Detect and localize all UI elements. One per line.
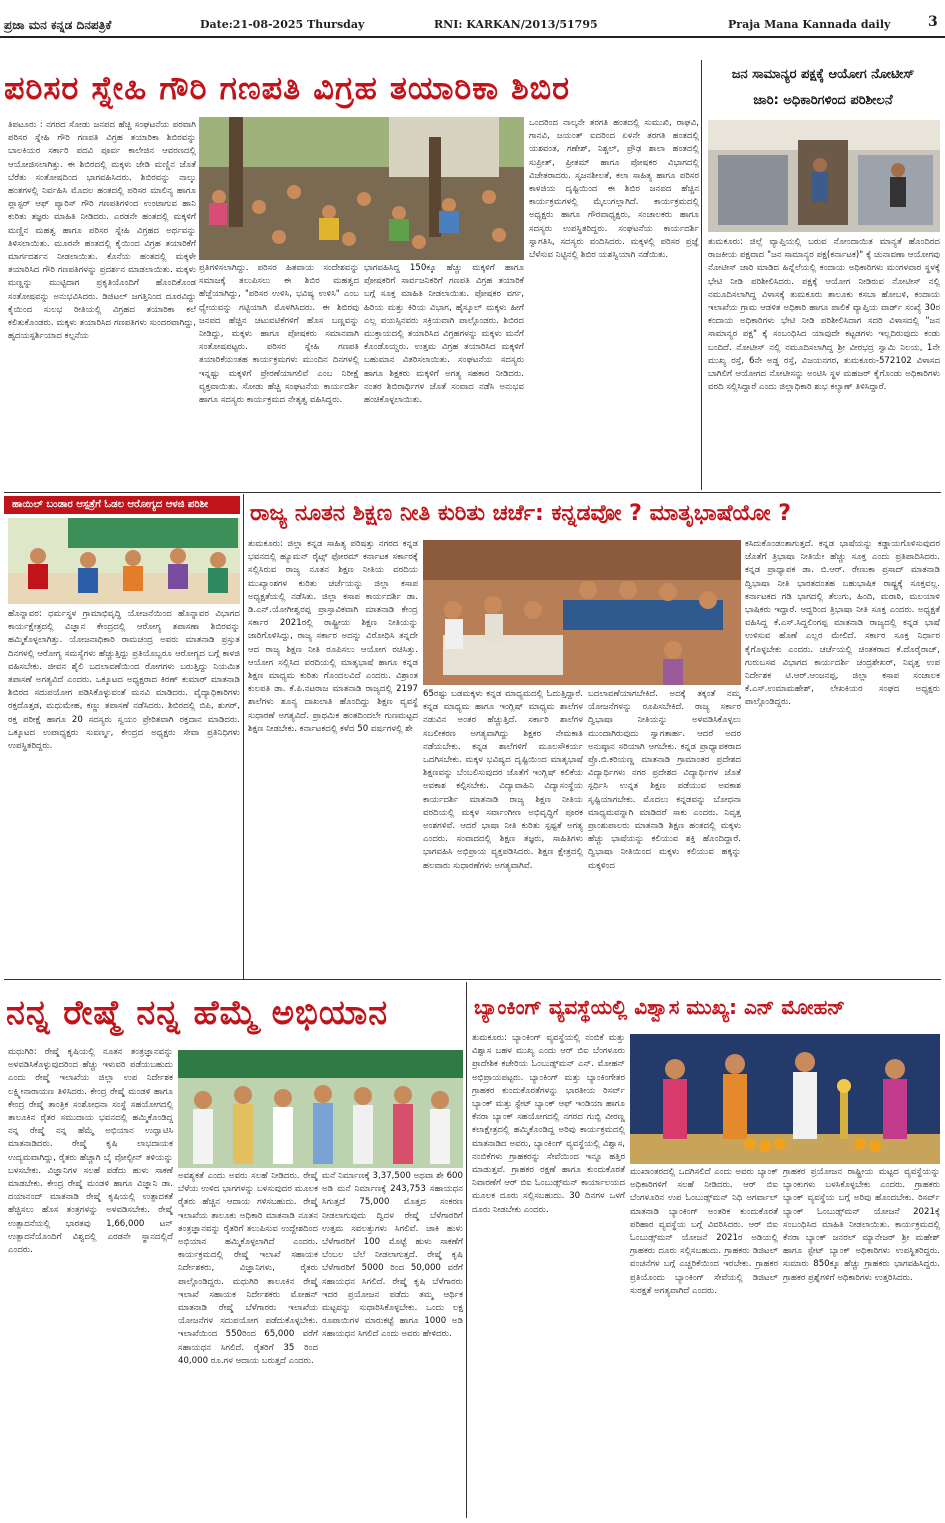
story1-column-1: ತಿಪಟೂರು : ನಗರದ ಸೋಡು ಜನಪದ ಹೆಚ್ಚಿ ಸಂಘಟನೆಯ ಪರವಾಗಿ ಪರಿಸರ ಸ್ನೇಹಿ ಗೌರಿ ಗಣಪತಿ ವಿಗ್ರಹ ತಯಾರಿಕಾ ಶಿಬಿರವನ್ನು ಬಾಲಕಿಯರ ಸರ್ಕಾರಿ ಪದವಿ ಪೂರ್ವ ಕಾಲೇಜಿನ ಆವರಣದಲ್ಲಿ ಆಯೋಜಿಸಲಾಗಿತ್ತು. ಈ ಶಿಬಿರದಲ್ಲಿ ಮಕ್ಕಳು ಜೇಡಿ ಮಣ್ಣಿನ ಜೊತೆ ಬೆರೆತು ಸಂತೋಷದಿಂದ ಭಾಗವಹಿಸಿದರು. ಶಿಬಿರವನ್ನು ನಾಲ್ಕು ಹಂತಗಳಲ್ಲಿ ನಿರ್ವಹಿಸಿ ಮೊದಲ ಹಂತದಲ್ಲಿ ಪರಿಸರ ಮಾಲಿನ್ಯ ಹಾಗೂ ಪ್ಲಾಸ್ಟರ್ ಆಫ್ ಪ್ಯಾರಿಸ್ ಗೌರಿ ಗಣಪತಿಗಳಿಂದ ಉಂಟಾಗುವ ಹಾನಿ ಕುರಿತು ತಜ್ಞರು ಮಾಹಿತಿ ನೀಡಿದರು. ಎರಡನೇ ಹಂತದಲ್ಲಿ ಮಕ್ಕಳಿಗೆ ಮಣ್ಣಿನ ಮಹತ್ವ ಹಾಗೂ ಪರಿಸರ ಸ್ನೇಹಿ ವಿಗ್ರಹದ ಅರ್ಥವನ್ನು ತಿಳಿಸಲಾಯಿತು. ಮೂರನೇ ಹಂತದಲ್ಲಿ ಕೈಯಿಂದ ವಿಗ್ರಹ ತಯಾರಿಕೆಗೆ ಮಾರ್ಗದರ್ಶನ ನೀಡಲಾಯಿತು. ಕೊನೆಯ ಹಂತದಲ್ಲಿ ಮಕ್ಕಳೇ ತಯಾರಿಸಿದ ಗೌರಿ ಗಣಪತಿಗಳನ್ನು ಪ್ರದರ್ಶನ ಮಾಡಲಾಯಿತು. ಮಕ್ಕಳು ಮಣ್ಣನ್ನು ಮುಟ್ಟಿದಾಗ ಪ್ರಕೃತಿಯೊಂದಿಗೆ ಹೊಂದಿಕೊಂಡ ಸಂತೋಷವನ್ನು ಅನುಭವಿಸಿದರು. ಡಿಜಿಟಲ್ ಜಗತ್ತಿನಿಂದ ದೂರವಿದ್ದು ಕೈಯಿಂದ ಸುಲಭ ರೀತಿಯಲ್ಲಿ ವಿಗ್ರಹದ ತಯಾರಿಕಾ ಕಲೆ ಕಲಿತುಕೊಂಡರು. ಮಕ್ಕಳು ತಯಾರಿಸಿದ ಗಣಪತಿಗಳು ಸುಂದರವಾಗಿದ್ದು, ಹೃದಯಸ್ಪರ್ಶಿಯಾದ ಕಲ್ಪನೆಯ <box>8 120 196 342</box>
story4-column-1: ತುಮಕೂರು: ಬ್ಯಾಂಕಿಂಗ್ ವ್ಯವಸ್ಥೆಯಲ್ಲಿ ನಂಬಿಕೆ ಮತ್ತು ವಿಶ್ವಾಸ ಬಹಳ ಮುಖ್ಯ ಎಂದು ಆರ್ ಬಿಐ ಬೆಂಗಳೂರು ಪ್ರಾದೇಶಿಕ ಕಚೇರಿಯ ಓಂಬುಡ್ಸ್‌ಮನ್ ಎನ್. ಮೋಹನ್ ಅಭಿಪ್ರಾಯಪಟ್ಟರು. ಬ್ಯಾಂಕಿಂಗ್ ಮತ್ತು ಬ್ಯಾಂಕಿಂಗೇತರ ಗ್ರಾಹಕರ ಕುಂದುಕೊರತೆಗಳನ್ನು ಭಾರತೀಯ ರಿಸರ್ವ್ ಬ್ಯಾಂಕ್ ಮತ್ತು ಸ್ಟೇಟ್ ಬ್ಯಾಂಕ್ ಆಫ್ ಇಂಡಿಯಾ ಹಾಗೂ ಕೆನರಾ ಬ್ಯಾಂಕ್ ಸಹಯೋಗದಲ್ಲಿ ನಗರದ ಗುಬ್ಬಿ ವೀರಣ್ಣ ಕಲಾಕ್ಷೇತ್ರದಲ್ಲಿ ಹಮ್ಮಿಕೊಂಡಿದ್ದ ಅರಿವು ಕಾರ್ಯಕ್ರಮದಲ್ಲಿ ಮಾತನಾಡಿದ ಅವರು, ಬ್ಯಾಂಕಿಂಗ್ ವ್ಯವಸ್ಥೆಯಲ್ಲಿ ವಿಶ್ವಾಸ, ನಂಬಿಕೆಗಳು ಗ್ರಾಹಕರನ್ನು ಸೇವೆಯಿಂದ ಇನ್ನೂ ಹತ್ತಿರ ಮಾಡುತ್ತವೆ. ಗ್ರಾಹಕರ ರಕ್ಷಣೆ ಹಾಗೂ ಕುಂದುಕೊರತೆ ನಿವಾರಣೆಗೆ ಆರ್ ಬಿಐ ಓಂಬುಡ್ಸ್‌ಮನ್ ಕಾರ್ಯಾಲಯದ ಮೂಲಕ ದೂರು ಸಲ್ಲಿಸಬಹುದು. 30 ದಿನಗಳ ಒಳಗೆ ದೂರು ನೀಡಬೇಕು ಎಂದರು. <box>472 1033 625 1215</box>
story2-headline: ರಾಜ್ಯ ನೂತನ ಶಿಕ್ಷಣ ನೀತಿ ಕುರಿತು ಚರ್ಚೆ: ಕನ್ನಡವೋ ? ಮಾತೃಭಾಷೆಯೋ ? <box>250 501 791 526</box>
side2-body: ಹೊನ್ನಾವರ: ಧರ್ಮಸ್ಥಳ ಗ್ರಾಮಾಭಿವೃದ್ಧಿ ಯೋಜನೆಯಿಂದ ಹೊನ್ನಾವರ ವಿಭಾಗದ ಕಾರ್ಯಕ್ಷೇತ್ರದಲ್ಲಿ ವಿಜ್ಞಾನ ಕೇಂದ್ರದಲ್ಲಿ ಆರೋಗ್ಯ ತಪಾಸಣಾ ಶಿಬಿರವನ್ನು ಹಮ್ಮಿಕೊಳ್ಳಲಾಗಿತ್ತು. ಯೋಜನಾಧಿಕಾರಿ ರಾಮಚಂದ್ರ ಅವರು ಮಾತನಾಡಿ ಪ್ರಸ್ತುತ ದಿನಗಳಲ್ಲಿ ಆರೋಗ್ಯ ಸಮಸ್ಯೆಗಳು ಹೆಚ್ಚುತ್ತಿದ್ದು ಪ್ರತಿಯೊಬ್ಬರೂ ಆರೋಗ್ಯದ ಬಗ್ಗೆ ಕಾಳಜಿ ವಹಿಸಬೇಕು. ಜೀವನ ಶೈಲಿ ಬದಲಾವಣೆಯಿಂದ ರೋಗಗಳು ಬರುತ್ತಿದ್ದು ನಿಯಮಿತ ತಪಾಸಣೆ ಅಗತ್ಯವಿದೆ ಎಂದರು. ಒಕ್ಕೂಟದ ಅಧ್ಯಕ್ಷರಾದ ಕಿರಣ್ ಕುಮಾರ್ ಮಾತನಾಡಿ ಶಿಬಿರದ ಸದುಪಯೋಗ ಪಡಿಸಿಕೊಳ್ಳುವಂತೆ ಮನವಿ ಮಾಡಿದರು. ವೈದ್ಯಾಧಿಕಾರಿಗಳು ರಕ್ತದೊತ್ತಡ, ಮಧುಮೇಹ, ಕಣ್ಣು ತಪಾಸಣೆ ನಡೆಸಿದರು. ಶಿಬಿರದಲ್ಲಿ ಬಿಪಿ, ಶುಗರ್, ರಕ್ತ ಪರೀಕ್ಷೆ ಹಾಗೂ 20 ಸದಸ್ಯರು ಸ್ವಯಂ ಪ್ರೇರಿತವಾಗಿ ರಕ್ತದಾನ ಮಾಡಿದರು. ಒಕ್ಕೂಟದ ಉಪಾಧ್ಯಕ್ಷರು ಸುವರ್ಣ್ಮ, ಕೇಂದ್ರದ ಅಧ್ಯಕ್ಷರು ಸೇವಾ ಪ್ರತಿನಿಧಿಗಳು ಉಪಸ್ಥಿತರಿದ್ದರು. <box>8 609 240 752</box>
masthead: ಪ್ರಜಾ ಮನ ಕನ್ನಡ ದಿನಪತ್ರಿಕೆ <box>4 18 112 32</box>
story1-column-4: ಒಂದರಿಂದ ನಾಲ್ಕನೇ ತರಗತಿ ಹಂತದಲ್ಲಿ ಸುಮುಖಿ, ರಾಘವಿ, ಗಾನವಿ, ಜಯಂತ್ ಐದರಿಂದ ಏಳನೇ ತರಗತಿ ಹಂತದಲ್ಲಿ ಯಶವಂತ, ಗಣೇಶ್, ನಿಶ್ಚಲ್, ಪ್ರೌಢ ಶಾಲಾ ಹಂತದಲ್ಲಿ ಸುಪ್ರೀತ್, ಪ್ರೀತಮ್ ಹಾಗೂ ಪೋಷಕರ ವಿಭಾಗದಲ್ಲಿ ವಿಜೇತರಾದರು. ಸೃಜನಶೀಲತೆ, ಕಲಾ ಸಾಹಿತ್ಯ ಹಾಗೂ ಪರಿಸರ ಕಾಳಜಿಯ ದೃಷ್ಟಿಯಿಂದ ಈ ಶಿಬಿರ ಜನಪದ ಹೆಚ್ಚಿನ ಕಾರ್ಯಕ್ರಮಗಳಲ್ಲಿ ಮೈಲುಗಲ್ಲಾಗಿದೆ. ಕಾರ್ಯಕ್ರಮದಲ್ಲಿ ಅಧ್ಯಕ್ಷರು ಹಾಗೂ ಗೌರವಾಧ್ಯಕ್ಷರು, ಸಂಚಾಲಕರು ಹಾಗೂ ಸದಸ್ಯರು ಉಪಸ್ಥಿತರಿದ್ದರು. ಸಂಘಟನೆಯ ಕಾರ್ಯದರ್ಶಿ ಸ್ವಾಗತಿಸಿ, ಸದಸ್ಯರು ವಂದಿಸಿದರು. ಮಕ್ಕಳಲ್ಲಿ ಪರಿಸರ ಪ್ರಜ್ಞೆ ಬೆಳೆಸುವ ನಿಟ್ಟಿನಲ್ಲಿ ಶಿಬಿರ ಯಶಸ್ವಿಯಾಗಿ ನಡೆಯಿತು. <box>529 118 699 261</box>
horizontal-rule <box>4 492 941 493</box>
story3-column-2: ಅವಶ್ಯಕತೆ ಎಂದು ಅವರು ಸಲಹೆ ನೀಡಿದರು. ರೇಷ್ಮೆ ಬೆಳೆಯ ಉಳಿದ ಭಾಗಗಳನ್ನು ಬಳಸುವುದರ ಮೂಲಕ ರೈತರು ಹೆಚ್ಚಿನ ಆದಾಯ ಗಳಿಸಬಹುದು. ರೇಷ್ಮೆ ಇಲಾಖೆಯ ತಾಲೂಕು ಅಧಿಕಾರಿ ಮಾತನಾಡಿ ನೂತನ ತಂತ್ರಜ್ಞಾನವನ್ನು ರೈತರಿಗೆ ತಲುಪಿಸುವ ಉದ್ದೇಶದಿಂದ ಅಭಿಯಾನ ಹಮ್ಮಿಕೊಳ್ಳಲಾಗಿದೆ ಎಂದರು. ಕಾರ್ಯಕ್ರಮದಲ್ಲಿ ರೇಷ್ಮೆ ಇಲಾಖೆ ಸಹಾಯಕ ನಿರ್ದೇಶಕರು, ವಿಜ್ಞಾನಿಗಳು, ರೈತರು ಪಾಲ್ಗೊಂಡಿದ್ದರು. ಮಧುಗಿರಿ ತಾಲೂಕಿನ ರೇಷ್ಮೆ ಇಲಾಖೆ ಸಹಾಯಕ ನಿರ್ದೇಶಕರು ಮೋಹನ್ ಮಾತನಾಡಿ ರೇಷ್ಮೆ ಬೆಳೆಗಾರರು ಇಲಾಖೆಯ ಯೋಜನೆಗಳ ಸದುಪಯೋಗ ಪಡೆದುಕೊಳ್ಳಬೇಕು. ಇಲಾಖೆಯಿಂದ 550ರಿಂದ 65,000 ವರೆಗೆ ಸಹಾಯಧನ ಸಿಗಲಿದೆ. ರೈತರಿಗೆ 35 ರಿಂದ 40,000 ರೂ.ಗಳ ಆದಾಯ ಬರುತ್ತದೆ ಎಂದರು. <box>178 1171 318 1366</box>
silk-event-photo <box>178 1050 463 1168</box>
horizontal-rule <box>4 979 941 980</box>
story3-column-3: ಮನೆ ನಿರ್ಮಾಣಕ್ಕೆ 3,37,500 ಅಥವಾ ಶೇ 600 ಅಡಿ ಮನೆ ನಿರ್ಮಾಣಕ್ಕೆ 243,753 ಸಹಾಯಧನ ಸಿಗುತ್ತದೆ 75,000 ಮೊತ್ತದ ಸಂಕರಣ ನೀಡಲಾಗುವುದು ದ್ವಿದಳ ರೇಷ್ಮೆ ಬೆಳೆಗಾರರಿಗೆ ಉತ್ತಮ ಸವಲತ್ತುಗಳು ಸಿಗಲಿವೆ. ಚಾಕಿ ಹುಳು ಬೆಳೆಗಾರರಿಗೆ 100 ಮೊಟ್ಟೆ ಹುಳು ಸಾಕಣೆಗೆ ಬೆಂಬಲ ಬೆಲೆ ನೀಡಲಾಗುತ್ತದೆ. ರೇಷ್ಮೆ ಕೃಷಿ ಬೆಳೆಗಾರರಿಗೆ 5000 ರಿಂದ 50,000 ವರೆಗೆ ಸಹಾಯಧನ ಸಿಗಲಿದೆ. ರೇಷ್ಮೆ ಕೃಷಿ ಬೆಳೆಗಾರರು ಇದರ ಪ್ರಯೋಜನ ಪಡೆದು ತಮ್ಮ ಆರ್ಥಿಕ ಮಟ್ಟವನ್ನು ಸುಧಾರಿಸಿಕೊಳ್ಳಬೇಕು. ಒಂದು ಲಕ್ಷ ರೂಪಾಯಿಗಳ ಮಾರುಕಟ್ಟೆ ಹಾಗೂ 1000 ಅಡಿ ಸಹಾಯಧನ ಸಿಗಲಿದೆ ಎಂದು ಅವರು ಹೇಳಿದರು. <box>322 1171 463 1340</box>
story1-photo <box>199 117 524 260</box>
rni-number: RNI: KARKAN/2013/51795 <box>434 18 598 31</box>
story2-column-1: ತುಮಕೂರು: ಜಿಲ್ಲಾ ಕನ್ನಡ ಸಾಹಿತ್ಯ ಪರಿಷತ್ತು ನಗರದ ಕನ್ನಡ ಭವನದಲ್ಲಿ ಹ್ಯೂಮನ್ ರೈಟ್ಸ್ ಫೋರಮ್ ಕರ್ನಾಟಕ ಸರ್ಕಾರಕ್ಕೆ ಸಲ್ಲಿಸಿರುವ ರಾಜ್ಯ ನೂತನ ಶಿಕ್ಷಣ ನೀತಿಯ ವರದಿಯ ಮುಖ್ಯಾಂಶಗಳ ಕುರಿತು ಚರ್ಚೆಯನ್ನು ಜಿಲ್ಲಾ ಕಸಾಪ ಅಧ್ಯಕ್ಷತೆಯಲ್ಲಿ ನಡೆಸಿತು. ಜಿಲ್ಲಾ ಕಸಾಪ ಕಾರ್ಯದರ್ಶಿ ಡಾ. ಡಿ.ಎನ್.ಯೋಗೀಶ್ವರಪ್ಪ ಪ್ರಾಸ್ತಾವಿಕವಾಗಿ ಮಾತನಾಡಿ ಕೇಂದ್ರ ಸರ್ಕಾರ 2021ರಲ್ಲಿ ರಾಷ್ಟ್ರೀಯ ಶಿಕ್ಷಣ ನೀತಿಯನ್ನು ಜಾರಿಗೊಳಿಸಿದ್ದು, ರಾಜ್ಯ ಸರ್ಕಾರ ಅದನ್ನು ವಿರೋಧಿಸಿ ತನ್ನದೇ ಆದ ರಾಜ್ಯ ಶಿಕ್ಷಣ ನೀತಿ ರೂಪಿಸಲು ಆಯೋಗ ರಚಿಸಿತ್ತು. ಆಯೋಗ ಸಲ್ಲಿಸಿದ ವರದಿಯಲ್ಲಿ ಮಾತೃಭಾಷೆ ಹಾಗೂ ಕನ್ನಡ ಶಿಕ್ಷಣ ಮಾಧ್ಯಮ ಕುರಿತು ಗೊಂದಲವಿದೆ ಎಂದರು. ವಿಶ್ರಾಂತ ಕುಲಪತಿ ಡಾ. ಕೆ.ಪಿ.ನಟರಾಜ ಮಾತನಾಡಿ ರಾಜ್ಯದಲ್ಲಿ 2197 ಶಾಲೆಗಳು ಶೂನ್ಯ ದಾಖಲಾತಿ ಹೊಂದಿದ್ದು ಶಿಕ್ಷಣ ವ್ಯವಸ್ಥೆ ಸುಧಾರಣೆ ಅಗತ್ಯವಿದೆ. ಪ್ರಾಥಮಿಕ ಹಂತದಿಂದಲೇ ಗುಣಮಟ್ಟದ ಶಿಕ್ಷಣ ನೀಡಬೇಕು. ಕರ್ನಾಟಕದಲ್ಲಿ ಕಳೆದ 50 ವರ್ಷಗಳಲ್ಲಿ ಶೇ <box>248 539 418 734</box>
side2-photo <box>8 518 240 604</box>
page-header <box>0 0 945 38</box>
side1-body: ತುಮಕೂರು: ಜಿಲ್ಲೆ ವ್ಯಾಪ್ತಿಯಲ್ಲಿ ಬರುವ ನೋಂದಾಯಿತ ಮಾನ್ಯತೆ ಹೊಂದಿರದ ರಾಜಕೀಯ ಪಕ್ಷವಾದ "ಜನ ಸಾಮಾನ್ಯರ ಪಕ್ಷ(ಕರ್ನಾಟಕ)" ಕ್ಕೆ ಚುನಾವಣಾ ಆಯೋಗವು ನೋಟೀಸ್ ಜಾರಿ ಮಾಡಿದ ಹಿನ್ನೆಲೆಯಲ್ಲಿ ಕಂದಾಯ ಅಧಿಕಾರಿಗಳು ಮಂಗಳವಾರ ಸ್ಥಳಕ್ಕೆ ಭೇಟಿ ನೀಡಿ ಪರಿಶೀಲಿಸಿದರು. ಪಕ್ಷಕ್ಕೆ ಆಯೋಗ ನೀಡಿರುವ ನೋಟೀಸ್ ನಲ್ಲಿ ನಮೂದಿಸಲಾಗಿದ್ದ ವಿಳಾಸಕ್ಕೆ ತುಮಕೂರು ತಾಲೂಕು ಕಸಬಾ ಹೋಬಳಿ, ಕಂದಾಯ ಇಲಾಖೆಯ ಗ್ರಾಮ ಆಡಳಿತ ಅಧಿಕಾರಿ ಹಾಗೂ ಪಾಲಿಕೆ ವ್ಯಾಪ್ತಿಯ ವಾರ್ಡ್ ಸಂಖ್ಯೆ 30ರ ಕಂದಾಯ ಅಧಿಕಾರಿಗಳು ಭೇಟಿ ನೀಡಿ ಪರಿಶೀಲಿಸಿದಾಗ ಸದರಿ ವಿಳಾಸದಲ್ಲಿ "ಜನ ಸಾಮಾನ್ಯರ ಪಕ್ಷ" ಕ್ಕೆ ಸಂಬಂಧಿಸಿದ ಯಾವುದೇ ಕಟ್ಟಡಗಳು ಇಲ್ಲದಿರುವುದು ಕಂಡು ಬಂದಿದೆ. ನೋಟೀಸ್ ನಲ್ಲಿ ನಮೂದಿಸಲಾಗಿದ್ದ ಶ್ರೀ ವೀರಭದ್ರ ಸ್ವಾಮಿ ನಿಲಯ, 1ನೇ ಮುಖ್ಯ ರಸ್ತೆ, 6ನೇ ಅಡ್ಡ ರಸ್ತೆ, ವಿಜಯನಗರ, ತುಮಕೂರು-572102 ವಿಳಾಸದ ಬಾಗಿಲಿಗೆ ಆಯೋಗದ ನೋಟೀಸನ್ನು ಅಂಟಿಸಿ ಸ್ಥಳ ಮಹಜರ್ ಕೈಗೊಂಡು ಅಧಿಕಾರಿಗಳು ವರದಿ ಸಲ್ಲಿಸಿದ್ದಾರೆ ಎಂದು ಜಿಲ್ಲಾಧಿಕಾರಿ ಶುಭ ಕಲ್ಯಾಣ್ ತಿಳಿಸಿದ್ದಾರೆ. <box>708 237 940 393</box>
story1-column-3: ಭಾಗವಹಿಸಿದ್ದ 150ಕ್ಕೂ ಹೆಚ್ಚು ಮಕ್ಕಳಿಗೆ ಹಾಗೂ ಪೋಷಕರಿಗೆ ಸಾರ್ವಜನಿಕರಿಗೆ ಗಣಪತಿ ವಿಗ್ರಹ ತಯಾರಿಕೆ ಬಗ್ಗೆ ಸೂಕ್ತ ಮಾಹಿತಿ ನೀಡಲಾಯಿತು. ಪೋಷಕರ ವರ್ಗ, ಹಿರಿಯ ಮತ್ತು ಕಿರಿಯ ವಿಭಾಗ, ಹೈಸ್ಕೂಲ್ ಮಕ್ಕಳು ಹೀಗೆ ಎಲ್ಲ ವಯಸ್ಸಿನವರು ಸಕ್ರಿಯವಾಗಿ ಪಾಲ್ಗೊಂಡರು. ಶಿಬಿರದ ಮುಕ್ತಾಯದಲ್ಲಿ ತಯಾರಿಸಿದ ವಿಗ್ರಹಗಳನ್ನು ಮಕ್ಕಳು ಮನೆಗೆ ಕೊಂಡೊಯ್ದರು. ಉತ್ತಮ ವಿಗ್ರಹ ತಯಾರಿಸಿದ ಮಕ್ಕಳಿಗೆ ಬಹುಮಾನ ವಿತರಿಸಲಾಯಿತು. ಸಂಘಟನೆಯ ಸದಸ್ಯರು ಹಾಗೂ ಶಿಕ್ಷಕರು ಮಕ್ಕಳಿಗೆ ಅಗತ್ಯ ಸಹಕಾರ ನೀಡಿದರು. ನಂತರ ಶಿಬಿರಾರ್ಥಿಗಳ ಜೊತೆ ಸಂವಾದ ನಡೆಸಿ ಅನುಭವ ಹಂಚಿಕೊಳ್ಳಲಾಯಿತು. <box>364 263 524 406</box>
story3-headline: ನನ್ನ ರೇಷ್ಮೆ ನನ್ನ ಹೆಮ್ಮೆ ಅಭಿಯಾನ <box>6 993 389 1033</box>
issue-date: Date:21-08-2025 Thursday <box>200 18 365 31</box>
lamp-lighting-photo <box>630 1034 940 1164</box>
side1-headline-1: ಜನ ಸಾಮಾನ್ಯರ ಪಕ್ಷಕ್ಕೆ ಆಯೋಗ ನೋಟೀಸ್ <box>731 67 915 82</box>
column-divider <box>243 494 244 979</box>
story4-column-3: ಗ್ರಾಹಕರ ಪ್ರಯೋಜನ ರಾಷ್ಟ್ರೀಯ ಮಟ್ಟದ ವ್ಯವಸ್ಥೆಯನ್ನು ಬ್ಯಾಂಕುಗಳು ಬಳಸಿಕೊಳ್ಳಬೇಕು ಎಂದರು. ಗ್ರಾಹಕರು ಬ್ಯಾಂಕ್ ವ್ಯವಸ್ಥೆಯ ಬಗ್ಗೆ ಅರಿವು ಹೊಂದಬೇಕು. ರಿಸರ್ವ್ ಬ್ಯಾಂಕ್ ಓಂಬುಡ್ಸ್‌ಮನ್ ಯೋಜನೆ 2021ಕ್ಕೆ ಸಂಬಂಧಿಸಿದ ಮಾಹಿತಿ ನೀಡಲಾಯಿತು. ಕಾರ್ಯಕ್ರಮದಲ್ಲಿ ಕೆನರಾ ಬ್ಯಾಂಕ್ ಜನರಲ್ ಮ್ಯಾನೇಜರ್ ಶ್ರೀ ಮಹೇಶ್ ಹಾಗೂ ಸ್ಟೇಟ್ ಬ್ಯಾಂಕ್ ಅಧಿಕಾರಿಗಳು ಉಪಸ್ಥಿತರಿದ್ದರು. ಸುಮಾರು 850ಕ್ಕೂ ಹೆಚ್ಚು ಗ್ರಾಹಕರು ಭಾಗವಹಿಸಿದ್ದರು. ಗ್ರಾಹಕರ ಪ್ರಶ್ನೆಗಳಿಗೆ ಅಧಿಕಾರಿಗಳು ಉತ್ತರಿಸಿದರು. <box>783 1167 940 1283</box>
paper-name: Praja Mana Kannada daily <box>728 18 891 31</box>
story1-column-2: ಪ್ರತಿಗಳಿಸಲಾಗಿದ್ದು. ಪರಿಸರ ಹಿತವಾಯ ಸಂದೇಶವನ್ನು ಸಮಾಜಕ್ಕೆ ತಲುಪಿಸಲು ಈ ಶಿಬಿರ ಮಹತ್ವದ ಹೆಜ್ಜೆಯಾಗಿದ್ದು, "ಪರಿಸರ ಉಳಿಸಿ, ಭವಿಷ್ಯ ಉಳಿಸಿ" ಎಂಬ ಧ್ಯೇಯವನ್ನು ಗಟ್ಟಿಯಾಗಿ ಮೊಳಗಿಸಿದರು. ಈ ಶಿಬಿರವು ಜನಪದ ಹೆಚ್ಚಿನ ಚಟುವಟಿಕೆಗಳಿಗೆ ಹೊಸ ಬಣ್ಣವನ್ನು ನೀಡಿದ್ದು, ಮಕ್ಕಳು ಹಾಗೂ ಪೋಷಕರು ಸಮಾನವಾಗಿ ಸಂತೋಷಪಟ್ಟರು. ಪರಿಸರ ಸ್ನೇಹಿ ಗಣಪತಿ ತಯಾರಿಕೆಯಂತಹ ಕಾರ್ಯಕ್ರಮಗಳು ಮುಂದಿನ ದಿನಗಳಲ್ಲಿ ಇನ್ನಷ್ಟು ಮಕ್ಕಳಿಗೆ ಪ್ರೇರಣೆಯಾಗಲಿವೆ ಎಂಬ ನಿರೀಕ್ಷೆ ವ್ಯಕ್ತವಾಯಿತು. ಸೋಡು ಹೆಚ್ಚಿ ಸಂಘಟನೆಯ ಕಾರ್ಯದರ್ಶಿ ಹಾಗೂ ಸದಸ್ಯರು ಕಾರ್ಯಕ್ರಮದ ನೇತೃತ್ವ ವಹಿಸಿದ್ದರು. <box>199 263 359 406</box>
story4-photo <box>630 1034 940 1164</box>
column-divider <box>466 982 467 1518</box>
page-number: 3 <box>928 14 938 30</box>
story2-column-2: 65ರಷ್ಟು ಬಡಮಕ್ಕಳು ಕನ್ನಡ ಮಾಧ್ಯಮದಲ್ಲಿ ಓದುತ್ತಿದ್ದಾರೆ. ಕನ್ನಡ ಮಾಧ್ಯಮ ಹಾಗೂ ಇಂಗ್ಲಿಷ್ ಮಾಧ್ಯಮ ಶಾಲೆಗಳ ನಡುವಿನ ಅಂತರ ಹೆಚ್ಚುತ್ತಿದೆ. ಸರ್ಕಾರಿ ಶಾಲೆಗಳ ಸಬಲೀಕರಣ ಅಗತ್ಯವಾಗಿದ್ದು ಶಿಕ್ಷಕರ ನೇಮಕಾತಿ ನಡೆಯಬೇಕು. ಕನ್ನಡ ಶಾಲೆಗಳಿಗೆ ಮೂಲಸೌಕರ್ಯ ಒದಗಿಸಬೇಕು. ಮಕ್ಕಳ ಭವಿಷ್ಯದ ದೃಷ್ಟಿಯಿಂದ ಮಾತೃಭಾಷೆ ಶಿಕ್ಷಣವನ್ನು ಬೆಂಬಲಿಸುವುದರ ಜೊತೆಗೆ ಇಂಗ್ಲಿಷ್ ಕಲಿಕೆಯ ಅವಕಾಶ ಕಲ್ಪಿಸಬೇಕು. ವಿದ್ಯಾವಾಹಿನಿ ವಿದ್ಯಾಸಂಸ್ಥೆಯ ಕಾರ್ಯದರ್ಶಿ ಮಾತನಾಡಿ ರಾಜ್ಯ ಶಿಕ್ಷಣ ನೀತಿಯ ವರದಿಯಲ್ಲಿ ಮಕ್ಕಳ ಸರ್ವಾಂಗೀಣ ಅಭಿವೃದ್ಧಿಗೆ ಪೂರಕ ಅಂಶಗಳಿವೆ. ಆದರೆ ಭಾಷಾ ನೀತಿ ಕುರಿತು ಸ್ಪಷ್ಟತೆ ಅಗತ್ಯ ಎಂದರು. ಸಂವಾದದಲ್ಲಿ ಶಿಕ್ಷಣ ತಜ್ಞರು, ಸಾಹಿತಿಗಳು ಭಾಗವಹಿಸಿ ಅಭಿಪ್ರಾಯ ವ್ಯಕ್ತಪಡಿಸಿದರು. ಶಿಕ್ಷಣ ಕ್ಷೇತ್ರದಲ್ಲಿ ಹಲವಾರು ಸುಧಾರಣೆಗಳು ಅಗತ್ಯವಾಗಿವೆ. <box>423 689 583 871</box>
story3-column-1: ಮಧುಗಿರಿ: ರೇಷ್ಮೆ ಕೃಷಿಯಲ್ಲಿ ನೂತನ ತಂತ್ರಜ್ಞಾನವನ್ನು ಅಳವಡಿಸಿಕೊಳ್ಳುವುದರಿಂದ ಹೆಚ್ಚು ಇಳುವರಿ ಪಡೆಯಬಹುದು ಎಂದು ರೇಷ್ಮೆ ಇಲಾಖೆಯ ಜಿಲ್ಲಾ ಉಪ ನಿರ್ದೇಶಕ ಲಕ್ಷ್ಮೀನಾರಾಯಣ ತಿಳಿಸಿದರು. ಕೇಂದ್ರ ರೇಷ್ಮೆ ಮಂಡಳಿ ಹಾಗೂ ಕೇಂದ್ರ ರೇಷ್ಮೆ ತಾಂತ್ರಿಕ ಸಂಶೋಧನಾ ಸಂಸ್ಥೆ ಸಹಯೋಗದಲ್ಲಿ ತಾಲೂಕಿನ ರೈತರ ಸಮುದಾಯ ಭವನದಲ್ಲಿ ಹಮ್ಮಿಕೊಂಡಿದ್ದ ನನ್ನ ರೇಷ್ಮೆ ನನ್ನ ಹೆಮ್ಮೆ ಅಭಿಯಾನ ಉದ್ಘಾಟಿಸಿ ಮಾತನಾಡಿದರು. ರೇಷ್ಮೆ ಕೃಷಿ ಲಾಭದಾಯಕ ಉದ್ಯಮವಾಗಿದ್ದು, ರೈತರು ಹೆಚ್ಚಾಗಿ ಬೈ ವೋಲ್ಟೀನ್ ತಳಿಯನ್ನು ಬಳಸಬೇಕು. ವಿಜ್ಞಾನಿಗಳ ಸಲಹೆ ಪಡೆದು ಹುಳು ಸಾಕಣೆ ಮಾಡಬೇಕು. ಕೇಂದ್ರ ರೇಷ್ಮೆ ಮಂಡಳಿ ಹಾಗೂ ವಿಜ್ಞಾನಿ ಡಾ. ದಯಾನಂದ್ ಮಾತನಾಡಿ ರೇಷ್ಮೆ ಕೃಷಿಯಲ್ಲಿ ಉತ್ಪಾದಕತೆ ಹೆಚ್ಚಿಸಲು ಹೊಸ ತಂತ್ರಗಳನ್ನು ಅಳವಡಿಸಬೇಕು. ರೇಷ್ಮೆ ಉತ್ಪಾದನೆಯಲ್ಲಿ ಭಾರತವು 1,66,000 ಟನ್ ಉತ್ಪಾದನೆಯೊಂದಿಗೆ ವಿಶ್ವದಲ್ಲಿ ಎರಡನೇ ಸ್ಥಾನದಲ್ಲಿದೆ ಎಂದರು. <box>8 1047 173 1256</box>
story2-photo <box>423 540 741 685</box>
side2-headline: ಹಾಯಿಲ್ ಬಂಡಾರ ಆಸ್ಪತ್ರೆಗೆ ಓಡಲ ಆರೋಗ್ಯದ ಆಳಜಿ ಪರಿಶೀ <box>4 496 240 514</box>
story1-headline: ಪರಿಸರ ಸ್ನೇಹಿ ಗೌರಿ ಗಣಪತಿ ವಿಗ್ರಹ ತಯಾರಿಕಾ ಶಿಬಿರ <box>4 69 571 107</box>
column-divider <box>701 60 702 490</box>
children-workshop-photo <box>199 117 524 260</box>
health-camp-photo <box>8 518 240 604</box>
story2-column-3: ಬದಲಾವಣೆಯಾಗಬೇಕಿದೆ. ಅದಕ್ಕೆ ತಕ್ಕಂತೆ ನಮ್ಮ ಯೋಜನೆಗಳನ್ನು ರೂಪಿಸಬೇಕಿದೆ. ರಾಜ್ಯ ಸರ್ಕಾರ ದ್ವಿಭಾಷಾ ನೀತಿಯನ್ನು ಅಳವಡಿಸಿಕೊಳ್ಳಲು ಮುಂದಾಗಿರುವುದು ಸ್ವಾಗತಾರ್ಹ. ಆದರೆ ಅದರ ಅನುಷ್ಠಾನ ಸರಿಯಾಗಿ ಆಗಬೇಕು. ಕನ್ನಡ ಪ್ರಾಧ್ಯಾಪಕರಾದ ಪ್ರೊ.ಬಿ.ಕರಿಯಣ್ಣ ಮಾತನಾಡಿ ಗ್ರಾಮಾಂತರ ಪ್ರದೇಶದ ವಿದ್ಯಾರ್ಥಿಗಳು ನಗರ ಪ್ರದೇಶದ ವಿದ್ಯಾರ್ಥಿಗಳ ಜೊತೆ ಸ್ಪರ್ಧಿಸಿ ಉನ್ನತ ಶಿಕ್ಷಣ ಪಡೆಯುವ ಅವಕಾಶ ಸೃಷ್ಟಿಯಾಗಬೇಕು. ಮೊದಲು ಕನ್ನಡವನ್ನು ಬೋಧನಾ ಮಾಧ್ಯಮವನ್ನಾಗಿ ಮಾಡಿದರೆ ಸಾಕು ಎಂದರು. ನಿವೃತ್ತ ಪ್ರಾಂಶುಪಾಲರು ಮಾತನಾಡಿ ಶಿಕ್ಷಣ ಹಂತದಲ್ಲಿ ಮಕ್ಕಳು ಹೆಚ್ಚು ಭಾಷೆಯನ್ನು ಕಲಿಯುವ ಶಕ್ತಿ ಹೊಂದಿದ್ದಾರೆ. ದ್ವಿಭಾಷಾ ನೀತಿಯಿಂದ ಮಕ್ಕಳು ಕಲಿಯುವ ಹಕ್ಕನ್ನು ಮಕ್ಕಳಿಂದ <box>588 689 741 871</box>
story2-column-4: ಕಸಿದುಕೊಂಡಂತಾಗುತ್ತದೆ. ಕನ್ನಡ ಭಾಷೆಯನ್ನು ಕಡ್ಡಾಯಗೊಳಿಸುವುದರ ಜೊತೆಗೆ ತ್ರಿಭಾಷಾ ನೀತಿಯೇ ಹೆಚ್ಚು ಸೂಕ್ತ ಎಂದು ಪ್ರತಿಪಾದಿಸಿದರು. ಕನ್ನಡ ಪ್ರಾಧ್ಯಾಪಕ ಡಾ. ಬಿ.ಆರ್. ರೇಣುಕಾ ಪ್ರಸಾದ್ ಮಾತನಾಡಿ ದ್ವಿಭಾಷಾ ನೀತಿ ಭಾರತದಂತಹ ಬಹುಭಾಷಿಕ ರಾಷ್ಟ್ರಕ್ಕೆ ಸೂಕ್ತವಲ್ಲ. ಕರ್ನಾಟಕದ ಗಡಿ ಭಾಗದಲ್ಲಿ ತೆಲುಗು, ಹಿಂದಿ, ಮರಾಠಿ, ಮಲಯಾಳಿ ಭಾಷಿಕರು ಇದ್ದಾರೆ. ಆದ್ದರಿಂದ ತ್ರಿಭಾಷಾ ನೀತಿ ಸೂಕ್ತ ಎಂದರು. ಅಧ್ಯಕ್ಷತೆ ವಹಿಸಿದ್ದ ಕೆ.ಎಸ್.ಸಿದ್ದಲಿಂಗಪ್ಪ ಮಾತನಾಡಿ ರಾಜ್ಯದಲ್ಲಿ ಕನ್ನಡ ಭಾಷೆ ಉಳಿಸುವ ಹೊಣೆ ಎಲ್ಲರ ಮೇಲಿದೆ. ಸರ್ಕಾರ ಸೂಕ್ತ ನಿರ್ಧಾರ ಕೈಗೊಳ್ಳಬೇಕು ಎಂದರು. ಚರ್ಚೆಯಲ್ಲಿ ಚಿಂತಕರಾದ ಕೆ.ದೊರೈರಾಜ್, ಗುರುಬಸವ ವಿಭಾಗದ ಕಾರ್ಯದರ್ಶಿ ಚಂದ್ರಶೇಖರ್, ನಿವೃತ್ತ ಉಪ ನಿರ್ದೇಶಕ ಟಿ.ಆರ್.ಆಂಜನಪ್ಪ, ಜಿಲ್ಲಾ ಕಸಾಪ ಸಂಚಾಲಕ ಕೆ.ಎಸ್.ಉಮಾಮಹೇಶ್, ಲೇಖಕಿಯರ ಸಂಘದ ಅಧ್ಯಕ್ಷರು ಪಾಲ್ಗೊಂಡಿದ್ದರು. <box>745 539 940 708</box>
house-gate-photo <box>708 120 940 232</box>
story3-photo <box>178 1050 463 1168</box>
story4-headline: ಬ್ಯಾಂಕಿಂಗ್ ವ್ಯವಸ್ಥೆಯಲ್ಲಿ ವಿಶ್ವಾಸ ಮುಖ್ಯ: ಎನ್ ಮೋಹನ್ <box>474 995 845 1019</box>
story4-column-2: ಮುಖಾಂತರದಲ್ಲಿ ಒದಗಿಸಲಿದೆ ಎಂದು ಅವರು ಬ್ಯಾಂಕ್ ಅಧಿಕಾರಿಗಳಿಗೆ ಸಲಹೆ ನೀಡಿದರು. ಆರ್ ಬಿಐ ಬೆಂಗಳೂರಿನ ಉಪ ಓಂಬುಡ್ಸ್‌ಮನ್ ನಿಧಿ ಅಗರ್ವಾಲ್ ಮಾತನಾಡಿ ಬ್ಯಾಂಕಿಂಗ್ ಅಂತರಿಕ ಕುಂದುಕೊರತೆ ಪರಿಹಾರ ವ್ಯವಸ್ಥೆಯ ಬಗ್ಗೆ ವಿವರಿಸಿದರು. ಆರ್ ಬಿಐ ಓಂಬುಡ್ಸ್‌ಮನ್ ಯೋಜನೆ 2021ರ ಅಡಿಯಲ್ಲಿ ಗ್ರಾಹಕರು ದೂರು ಸಲ್ಲಿಸಬಹುದು. ಗ್ರಾಹಕರು ಡಿಜಿಟಲ್ ವಂಚನೆಗಳ ಬಗ್ಗೆ ಎಚ್ಚರಿಕೆಯಿಂದ ಇರಬೇಕು. ಗ್ರಾಹಕರ ಪ್ರತಿಯೊಂದು ಬ್ಯಾಂಕಿಂಗ್ ಸೇವೆಯಲ್ಲಿ ಡಿಜಿಟಲ್ ಸುರಕ್ಷತೆ ಅಗತ್ಯವಾಗಿದೆ ಎಂದರು. <box>630 1167 778 1296</box>
side1-headline-2: ಜಾರಿ: ಅಧಿಕಾರಿಗಳಿಂದ ಪರಿಶೀಲನೆ <box>753 93 893 108</box>
side1-photo <box>708 120 940 232</box>
meeting-photo <box>423 540 741 685</box>
